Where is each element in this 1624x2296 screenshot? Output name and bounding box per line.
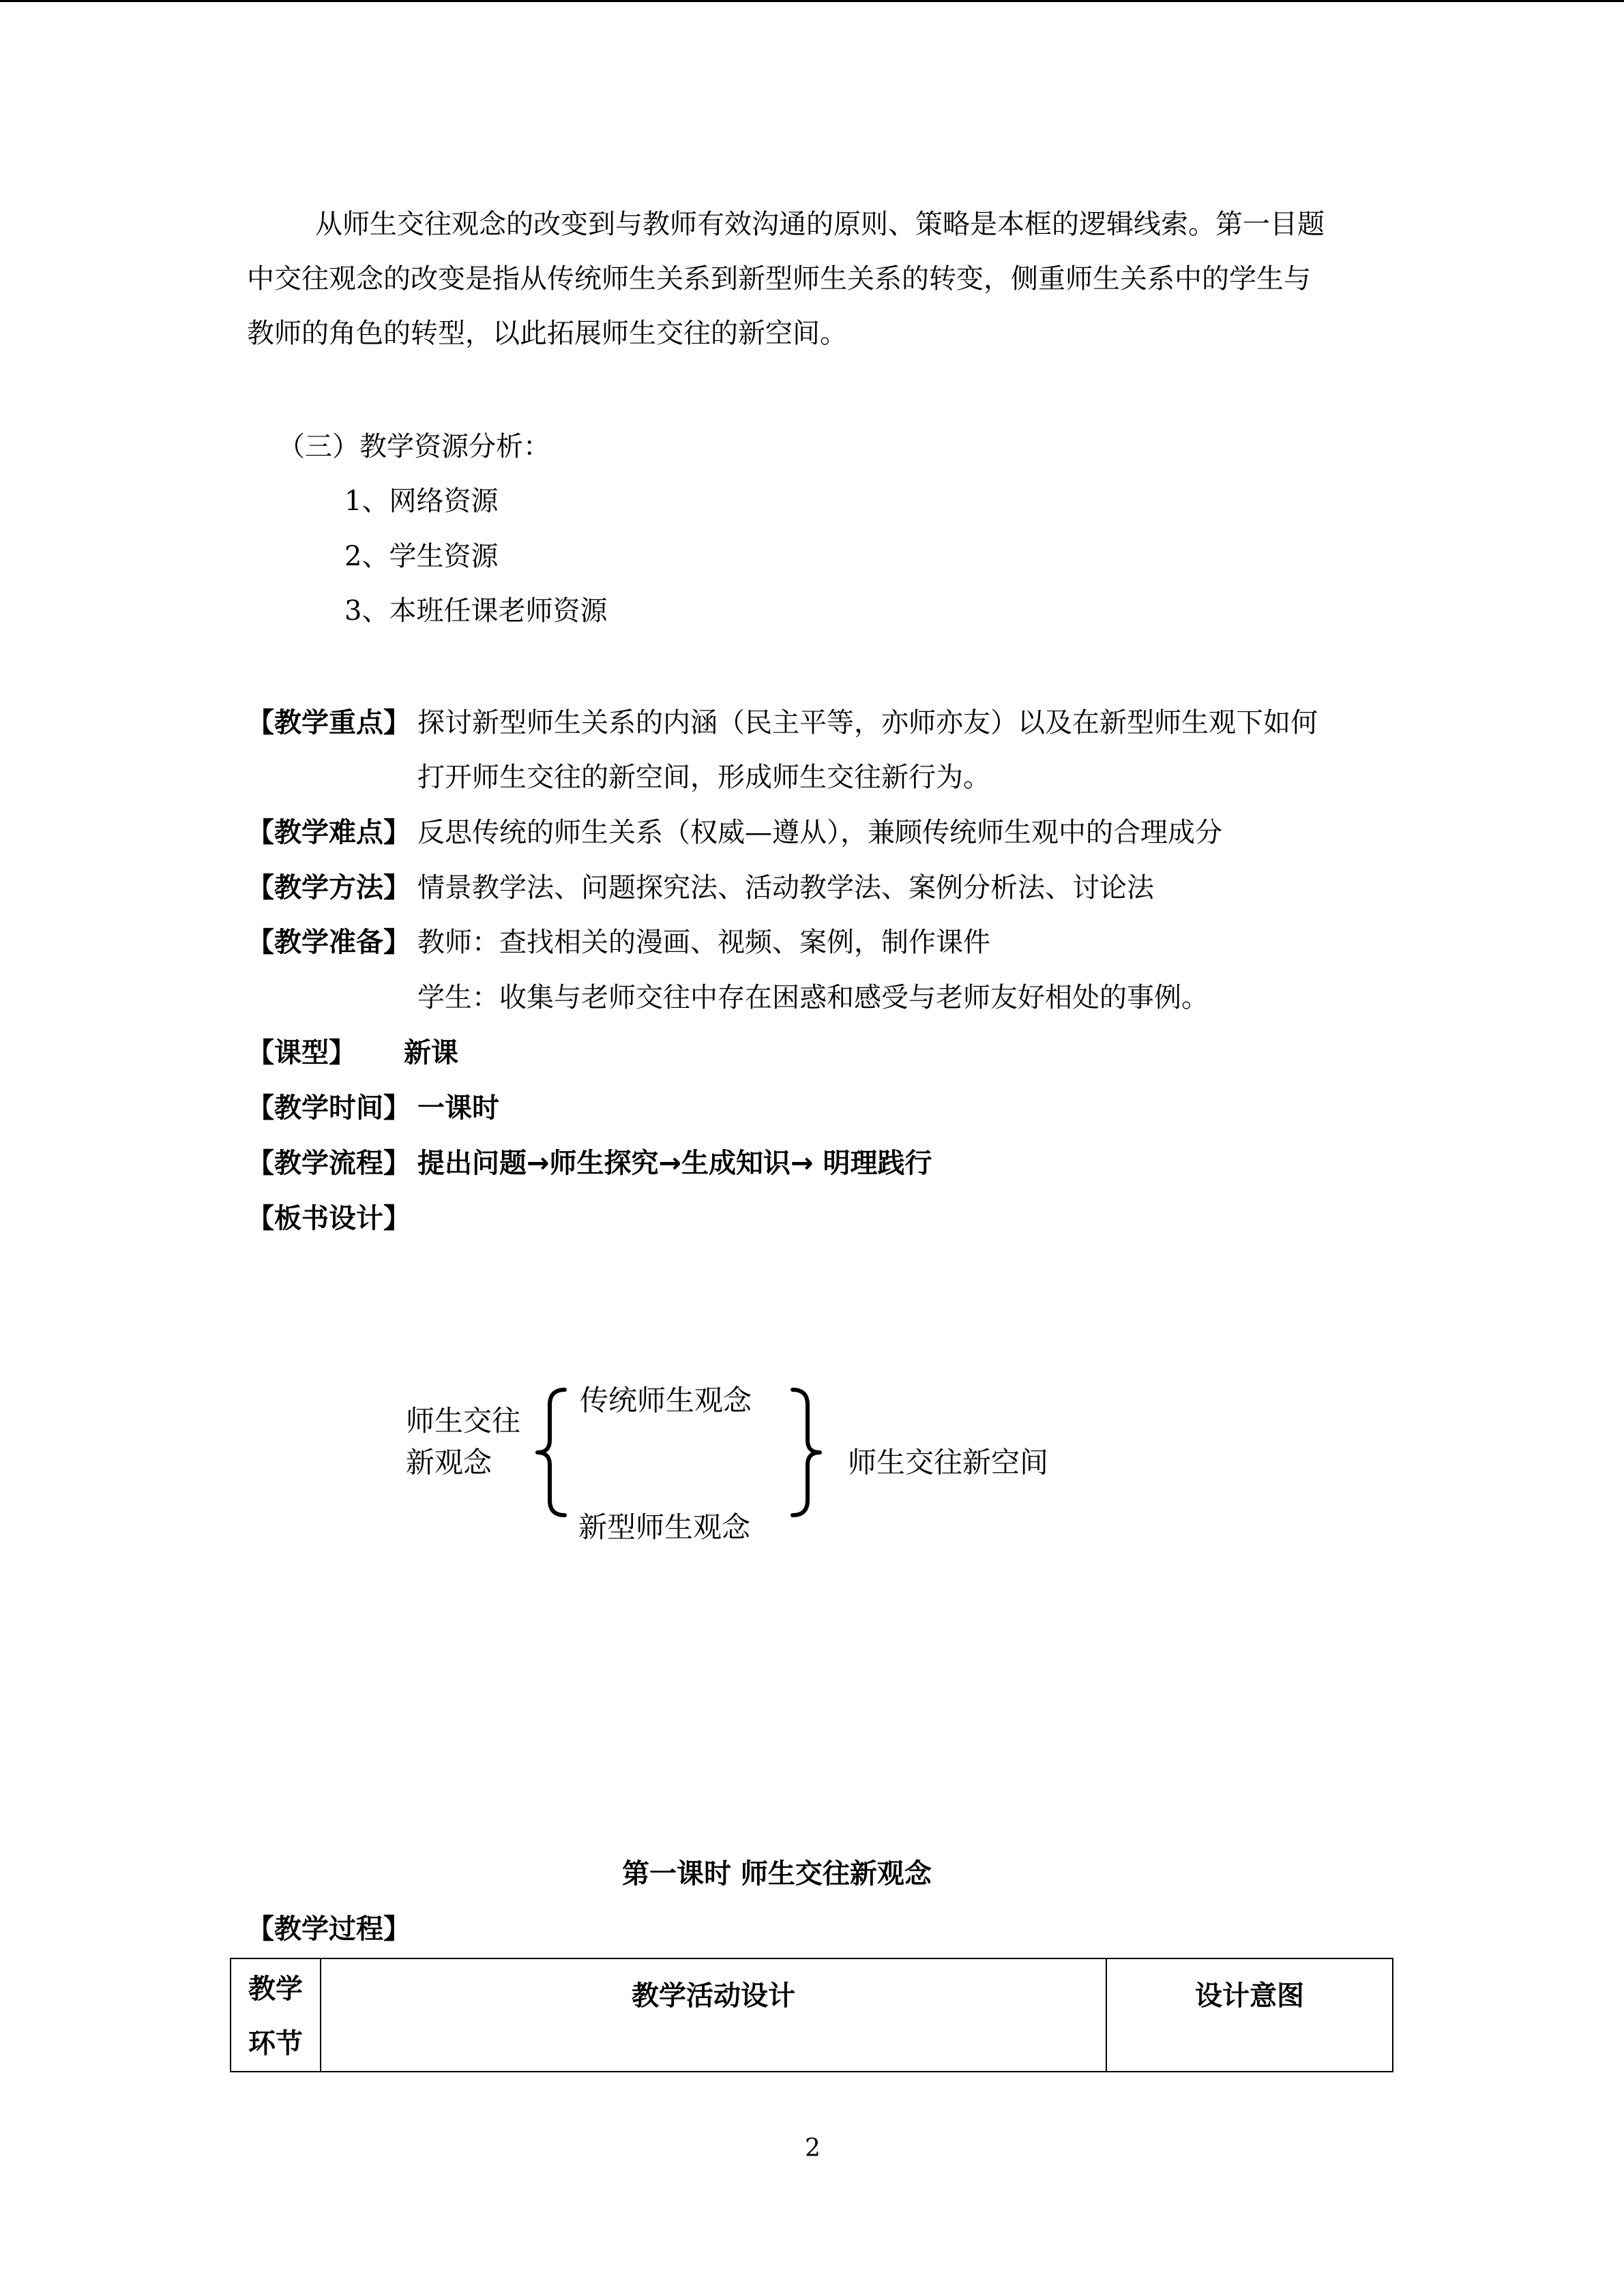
process-table	[230, 1958, 1393, 2072]
time-text: 一课时	[417, 1092, 499, 1124]
board-design-label: 【板书设计】	[247, 1203, 411, 1234]
page-number: 2	[805, 2134, 821, 2162]
lesson-type-label: 【课型】	[247, 1037, 356, 1069]
header-activity-cell	[321, 1958, 1106, 2072]
header-intent-cell	[1106, 1958, 1393, 2072]
key-points-text-1: 探讨新型师生关系的内涵（民主平等，亦师亦友）以及在新型师生观下如何	[417, 707, 1318, 739]
difficulty-label: 【教学难点】	[247, 817, 411, 848]
key-points-text-2: 打开师生交往的新空间，形成师生交往新行为。	[417, 762, 990, 793]
intro-line-1: 从师生交往观念的改变到与教师有效沟通的原则、策略是本框的逻辑线索。第一目题	[315, 209, 1325, 240]
board-bottom-item: 新型师生观念	[578, 1510, 751, 1544]
method-label: 【教学方法】	[247, 872, 411, 904]
prep-label: 【教学准备】	[247, 927, 411, 958]
top-border-line	[0, 0, 1624, 2]
prep-teacher-text: 教师：查找相关的漫画、视频、案例，制作课件	[417, 927, 990, 958]
board-left-line-2: 新观念	[406, 1446, 492, 1479]
resource-item: 1、网络资源	[344, 486, 499, 517]
board-left-line-1: 师生交往	[406, 1404, 521, 1437]
flow-label: 【教学流程】	[247, 1148, 411, 1179]
right-brace	[784, 1384, 825, 1521]
flow-text: 提出问题→师生探究→生成知识→ 明理践行	[417, 1148, 932, 1179]
lesson-type-text: 新课	[404, 1037, 458, 1069]
key-points-label: 【教学重点】	[247, 707, 411, 739]
difficulty-text: 反思传统的师生关系（权威—遵从），兼顾传统师生观中的合理成分	[417, 817, 1222, 848]
intro-line-3: 教师的角色的转型，以此拓展师生交往的新空间。	[247, 318, 847, 349]
lesson-title: 第一课时 师生交往新观念	[622, 1858, 932, 1890]
header-stage-line-2: 环节	[248, 2028, 303, 2059]
table-header-row	[231, 1958, 1393, 2072]
intro-line-2: 中交往观念的改变是指从传统师生关系到新型师生关系的转变，侧重师生关系中的学生与	[247, 263, 1311, 295]
header-stage-cell	[231, 1958, 321, 2072]
left-brace	[532, 1384, 573, 1521]
resource-item: 3、本班任课老师资源	[344, 595, 608, 627]
header-stage-line-1: 教学	[248, 1973, 303, 2005]
time-label: 【教学时间】	[247, 1092, 411, 1124]
board-right-item: 师生交往新空间	[848, 1446, 1049, 1479]
resources-heading: （三）教学资源分析：	[278, 431, 550, 462]
method-text: 情景教学法、问题探究法、活动教学法、案例分析法、讨论法	[417, 872, 1154, 904]
header-intent-label: 设计意图	[1195, 1980, 1304, 2012]
prep-student-text: 学生：收集与老师交往中存在困惑和感受与老师友好相处的事例。	[417, 982, 1209, 1013]
process-label: 【教学过程】	[247, 1913, 411, 1945]
header-activity-label: 教学活动设计	[632, 1980, 795, 2012]
resource-item: 2、学生资源	[344, 541, 499, 572]
board-top-item: 传统师生观念	[580, 1384, 752, 1417]
